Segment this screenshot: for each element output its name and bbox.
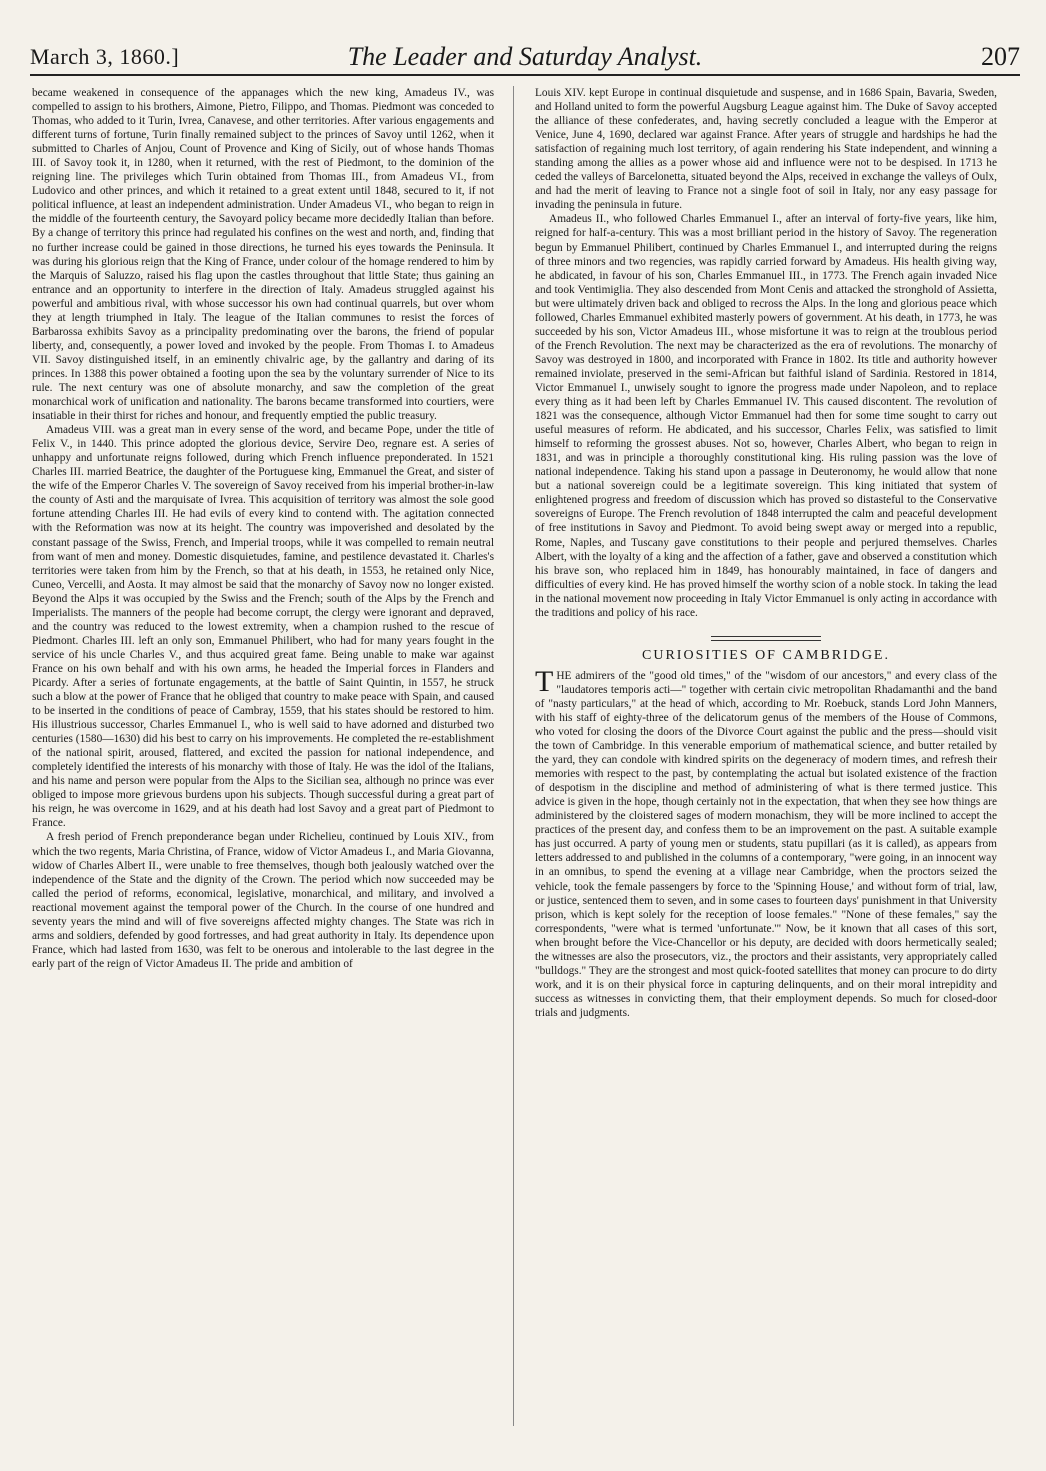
- article-paragraph: Amadeus VIII. was a great man in every sense of the word, and became Pope, under the title of Felix V., in 1440. This prince adopted the glorious device, Servire Deo, regnare est. A series of unhappy and unfortunate reigns followed, during which French influence preponderated. In 1521 Charles III. married Beatrice, the daughter of the Portuguese king, Emmanuel the Great, and sister of the wife of the Emperor Charles V. The sovereign of Savoy received from his imperial brother-in-law the county of Asti and the marquisate of Ivrea. This acquisition of territory was almost the sole good fortune attending Charles III. He had evils of every kind to contend with. The agitation connected with the Reformation was now at its height. The country was impoverished and desolated by the constant passage of the Swiss, French, and Imperial troops, while it was compelled to remain neutral from want of men and money. Domestic disquietudes, famine, and pestilence devastated it. Charles's territories were taken from him by the French, so that at his death, in 1553, he retained only Nice, Cuneo, Vercelli, and Aosta. It may almost be said that the monarchy of Savoy now no longer existed. Beyond the Alps it was occupied by the Swiss and the French; south of the Alps by the French and Imperialists. The manners of the people had become corrupt, the clergy were ignorant and depraved, and the country was reduced to the lowest extremity, when a champion rushed to the rescue of Piedmont. Charles III. left an only son, Emmanuel Philibert, who had for many years fought in the service of his uncle Charles V., and thus acquired great fame. Being unable to make war against France on his own behalf and with his own arms, he headed the Imperial forces in Flanders and Picardy. After a series of fortunate engagements, at the battle of Saint Quintin, in 1557, he struck such a blow at the power of France that he obliged that country to make peace with Spain, and caused to be inserted in the conditions of peace of Cambray, 1559, that his states should be restored to him. His illustrious successor, Charles Emmanuel I., who is well said to have adorned and disturbed two centuries (1580—1630) did his best to carry on his improvements. He completed the re-establishment of the national spirit, aroused, flattered, and excited the passion for national independence, and completely identified the interests of his monarchy with those of Italy. He was the idol of the Italians, and his name and person were popular from the Alps to the Sicilian sea, although no prince was ever obliged to impose more grievous burdens upon his subjects. Though successful during a great part of his reign, he was overcome in 1629, and at his death had lost Savoy and a great part of Piedmont to France.: [32, 424, 494, 830]
- masthead: [30, 40, 1020, 76]
- article-paragraph: Louis XIV. kept Europe in continual disquietude and suspense, and in 1686 Spain, Bavaria, Sweden, and Holland united to form the powerful Augsburg League against him. The Duke of Savoy accepted the alliance of these confederates, and, having secretly concluded a league with the Emperor at Venice, June 4, 1690, declared war against France. After years of struggle and hardships he had the satisfaction of regaining much lost territory, of again rendering his State independent, and winning a standing among the allies as a power whose aid and influence were not to be despised. In 1713 he ceded the valleys of Barcelonetta, situated beyond the Alps, received in exchange the valleys of Oulx, and had the merit of leaving to France not a single foot of soil in Italy, nor any easy passage for invading the peninsula in future.: [535, 87, 997, 212]
- section-paragraph: [535, 664, 997, 1020]
- left-column: [32, 86, 494, 1426]
- issue-date: March 3, 1860.]: [30, 44, 180, 69]
- right-column: [535, 86, 997, 1426]
- article-paragraph: A fresh period of French preponderance began under Richelieu, continued by Louis XIV., from which the two regents, Maria Christina, of France, widow of Victor Amadeus I., and Maria Giovanna, widow of Charles Albert II., were unable to free themselves, though both jealously watched over the independence of the State and the dignity of the Crown. The period which now succeeded may be called the period of reforms, economical, legislative, monarchical, and military, and involved a reactional movement against the temporal power of the Church. In the course of one hundred and seventy years the mind and will of five sovereigns affected mighty changes. The State was rich in arms and soldiers, defended by good fortresses, and had great authority in Italy. Its dependence upon France, which had lasted from 1630, was felt to be onerous and intolerable to the last degree in the early part of the reign of Victor Amadeus II. The pride and ambition of: [32, 831, 494, 970]
- column-rule: [513, 86, 514, 1426]
- article-paragraph: Amadeus II., who followed Charles Emmanuel I., after an interval of forty-five years, like him, reigned for half-a-century. This was a most brilliant period in the history of Savoy. The regeneration begun by Emmanuel Philibert, continued by Charles Emmanuel I., and interrupted during the reigns of three minors and two regencies, was rapidly carried forward by Amadeus. His health giving way, he abdicated, in favour of his son, Charles Emmanuel III., in 1773. The French again invaded Nice and took Ventimiglia. They also descended from Mont Cenis and attacked the stronghold of Assietta, but were ultimately driven back and obliged to recross the Alps. In the long and glorious peace which followed, Charles Emmanuel exhibited masterly powers of government. At his death, in 1773, he was succeeded by his son, Victor Amadeus III., whose misfortune it was to reign at the troublous period of the French Revolution. The next may be characterized as the era of revolutions. The monarchy of Savoy was destroyed in 1800, and incorporated with France in 1802. Its title and authority however remained inviolate, preserved in the semi-African but faithful island of Sardinia. Restored in 1814, Victor Emmanuel I., unwisely sought to ignore the progress made under Napoleon, and to replace every thing as it had been left by Charles Emmanuel IV. This caused discontent. The revolution of 1821 was the consequence, although Victor Emmanuel had then for some time sought to carry out useful measures of reform. He abdicated, and his successor, Charles Felix, was satisfied to limit himself to reforming the grossest abuses. Not so, however, Charles Albert, who began to reign in 1831, and was in principle a thoroughly constitutional king. His ruling passion was the love of national independence. Taking his stand upon a passage in Deuteronomy, he would allow that none but a national sovereign could be a legitimate sovereign. This king initiated that system of enlightened progress and freedom of discussion which has proved so distasteful to the Conservative sovereigns of Europe. The French revolution of 1848 interrupted the calm and peaceful development of free institutions in Savoy and Piedmont. To avoid being swept away or merged into a republic, Rome, Naples, and Tuscany gave constitutions to their people and perjured themselves. Charles Albert, with the loyalty of a king and the affection of a father, gave and observed a constitution which his brave son, who replaced him in 1849, has honourably maintained, in face of dangers and difficulties of every kind. He has proved himself the worthy scion of a noble stock. In taking the lead in the national movement now proceeding in Italy Victor Emmanuel is only acting in accordance with the traditions and policy of his race.: [535, 213, 997, 619]
- page-number: 207: [981, 42, 1020, 71]
- section-divider: [711, 636, 821, 641]
- drop-cap: T: [535, 664, 554, 698]
- publication-title: The Leader and Saturday Analyst.: [347, 42, 703, 71]
- section-body: HE admirers of the "good old times," of the "wisdom of our ancestors," and every class of the "laudatores temporis acti—" together with certain civic metropolitan Rhadamanthi and the band of "nasty particulars," at the head of which, according to Mr. Roebuck, stands Lord John Manners, with his staff of eighty-three of the delicatorum genus of the members of the House of Commons, who voted for closing the doors of the Divorce Court against the public and the press—should visit the town of Cambridge. In this venerable emporium of mathematical science, and butter retailed by the yard, they can condole with kindred spirits on the degeneracy of modern times, and refresh their memories with respect to the past, by contemplating the actual but isolated existence of the fraction of despotism in the discipline and method of administering of what is there termed justice. This advice is given in the hope, though certainly not in the expectation, that when they see how things are administered by the cloistered sages of modern monachism, they will be more inclined to accept the practices of the present day, and confess them to be an improvement on the past. A suitable example has just occurred. A party of young men or students, statu pupillari (as it is called), as appears from letters addressed to and published in the columns of a contemporary, "were going, in an innocent way in an omnibus, to spend the evening at a village near Cambridge, when the proctors seized the vehicle, took the female passengers by force to the 'Spinning House,' and without form of trial, law, or justice, sentenced them to seven, and in some cases to fourteen days' punishment in that University prison, which is kept solely for the reception of loose females." "None of these females," say the correspondents, "were what is termed 'unfortunate.'" Now, be it known that all cases of this sort, when brought before the Vice-Chancellor or his deputy, are decided with doors hermetically sealed; the witnesses are also the prosecutors, viz., the proctors and their assistants, very appropriately called "bulldogs." They are the strongest and most quick-footed satellites that money can procure to do dirty work, and it is on their physical force in capturing delinquents, and on their moral intrepidity and success as witnesses in convicting them, that their employment depends. So much for closed-door trials and judgments.: [535, 669, 997, 1019]
- article-paragraph: became weakened in consequence of the appanages which the new king, Amadeus IV., was compelled to assign to his brothers, Aimone, Pietro, Filippo, and Thomas. Piedmont was conceded to Thomas, who added to it Turin, Ivrea, Canavese, and other territories. After various engagements and different turns of fortune, Turin finally remained subject to the princes of Savoy until 1262, when it submitted to Charles of Anjou, Count of Provence and King of Sicily, out of whose hands Thomas III. of Savoy took it, in 1280, when it returned, with the rest of Piedmont, to the dominion of the reigning line. The privileges which Turin obtained from Thomas III., from Amadeus VI., from Ludovico and other princes, and which it retained to a great extent until 1848, secured to it, if not political influence, at least an independent administration. Under Amadeus VI., who began to reign in the middle of the fourteenth century, the Savoyard policy became more decidedly Italian than before. By a change of territory this prince had regulated his confines on the west and north, and, finding that no further increase could be gained in those directions, he turned his eyes towards the Peninsula. It was during his glorious reign that the King of France, under colour of the homage rendered to him by the Marquis of Saluzzo, raised his flag upon the castles throughout that little State; thus gaining an entrance and an opportunity to interfere in the direction of Italy. Amadeus struggled against his powerful and ambitious rival, with whose successor his own had continual quarrels, but over whom they at length triumphed in Italy. The league of the Italian communes to resist the forces of Barbarossa exhibits Savoy as a principality predominating over the barons, the friend of popular liberty, and, consequently, a power loved and invoked by the people. From Thomas I. to Amadeus VII. Savoy distinguished itself, in an eminently chivalric age, by the gallantry and daring of its princes. In 1388 this power obtained a footing upon the sea by the voluntary surrender of Nice to its rule. The next century was one of absolute monarchy, and saw the completion of the great monarchical work of unification and nationality. The barons became transformed into courtiers, were insatiable in their thirst for riches and honour, and frequently emptied the public treasury.: [32, 87, 494, 423]
- section-title: CURIOSITIES OF CAMBRIDGE.: [642, 647, 890, 663]
